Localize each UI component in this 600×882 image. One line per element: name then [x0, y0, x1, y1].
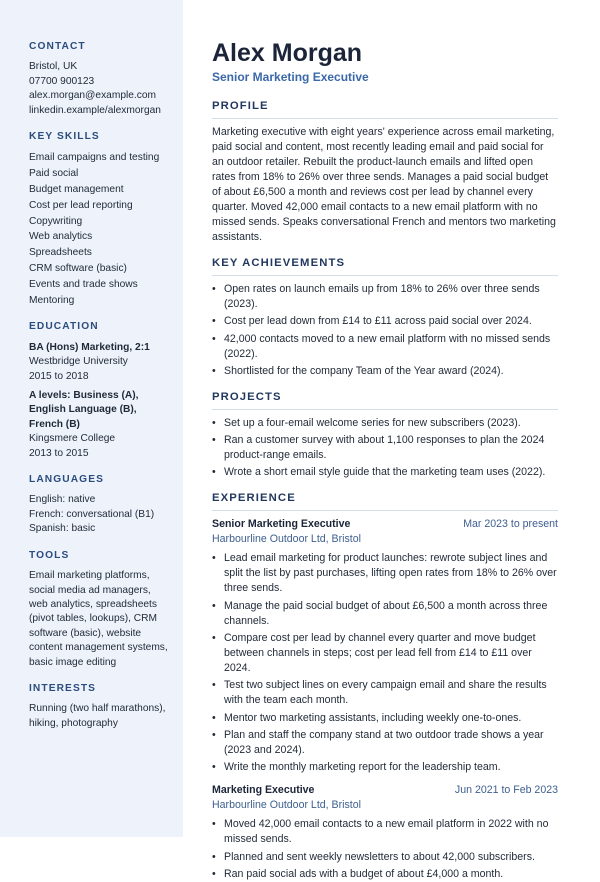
tools-line: Email marketing platforms,	[29, 570, 150, 582]
job-bullets	[212, 551, 558, 775]
language-item: French: conversational (B1)	[29, 508, 155, 520]
tools-line: web analytics, spreadsheets	[29, 598, 157, 610]
job-company: Harbourline Outdoor Ltd, Bristol	[212, 799, 361, 812]
achievement-item: • Shortlisted for the company Team of the Year award (2024).	[212, 364, 558, 379]
education-degree-line: French (B)	[29, 418, 80, 430]
job-dates: Mar 2023 to present	[463, 518, 558, 531]
experience-section	[212, 491, 558, 881]
tools-heading: TOOLS	[29, 549, 70, 561]
job-bullet: • Test two subject lines on every campaign email and share the results with the team each month.	[212, 678, 558, 708]
skill-item: Spreadsheets	[29, 247, 92, 259]
skill-item: Cost per lead reporting	[29, 199, 133, 211]
project-item: • Set up a four-email welcome series for new subscribers (2023).	[212, 416, 558, 431]
job-dates: Jun 2021 to Feb 2023	[454, 784, 558, 797]
tools-line: social media ad managers,	[29, 584, 151, 596]
education-degree-line: English Language (B),	[29, 404, 137, 416]
education-school: Westbridge University	[29, 356, 128, 368]
job-bullet: • Plan and staff the company stand at two outdoor trade shows a year (2023 and 2024).	[212, 728, 558, 758]
project-item: • Ran a customer survey with about 1,100 responses to plan the 2024 product-range emails.	[212, 433, 558, 463]
projects-heading: PROJECTS	[212, 390, 558, 410]
contact-linkedin[interactable]: linkedin.example/alexmorgan	[29, 104, 161, 116]
job-bullet: • Moved 42,000 email contacts to a new email platform in 2022 with no missed sends.	[212, 817, 558, 847]
tools-line: (pivot tables, lookups), CRM	[29, 613, 157, 625]
languages-section	[29, 473, 171, 537]
education-years: 2013 to 2015	[29, 447, 89, 459]
education-entry	[29, 341, 171, 384]
languages-heading: LANGUAGES	[29, 474, 104, 486]
contact-location: Bristol, UK	[29, 61, 78, 73]
skill-item: Budget management	[29, 184, 124, 196]
education-heading: EDUCATION	[29, 321, 99, 333]
contact-email[interactable]: alex.morgan@example.com	[29, 90, 156, 102]
interests-line: hiking, photography	[29, 717, 118, 729]
skill-item: Email campaigns and testing	[29, 152, 160, 164]
skill-item: Events and trade shows	[29, 278, 138, 290]
candidate-title: Senior Marketing Executive	[212, 70, 369, 84]
skill-item: Paid social	[29, 168, 79, 180]
profile-text: Marketing executive with eight years' experience across email marketing, paid social and content, most recently leading email and paid social for an outdoor retailer. Rebuilt the product-launch emails and lifted open rates from 18% to 26% over three sends. Manages a paid social budget of about £6,500 a month and reviews cost per lead by channel every quarter. Moved 42,000 email contacts to a new email platform with no missed sends. Speaks conversational French and mentors two marketing assistants.	[212, 126, 556, 243]
job-bullet: • Lead email marketing for product launches: rewrote subject lines and split the list by past purchases, lifting open rates from 18% to 26% over three sends.	[212, 551, 558, 596]
tools-line: content management systems,	[29, 642, 168, 654]
job-bullet: • Write the monthly marketing report for the leadership team.	[212, 760, 558, 775]
education-degree-line: A levels: Business (A),	[29, 390, 139, 402]
job-bullet: • Planned and sent weekly newsletters to about 42,000 subscribers.	[212, 850, 558, 865]
sidebar	[0, 0, 183, 837]
job-title: Marketing Executive	[212, 784, 315, 797]
profile-heading: PROFILE	[212, 99, 558, 119]
contact-heading: CONTACT	[29, 41, 86, 52]
achievement-item: • Open rates on launch emails up from 18% to 26% over three sends (2023).	[212, 282, 558, 312]
education-years: 2015 to 2018	[29, 370, 89, 382]
projects-list	[212, 416, 558, 481]
job-entry	[212, 783, 558, 882]
contact-section	[29, 40, 171, 118]
candidate-name: Alex Morgan	[212, 39, 363, 67]
skill-item: Web analytics	[29, 231, 93, 243]
interests-heading: INTERESTS	[29, 682, 97, 694]
job-company: Harbourline Outdoor Ltd, Bristol	[212, 533, 361, 546]
tools-line: basic image editing	[29, 656, 117, 668]
skill-item: CRM software (basic)	[29, 263, 127, 275]
achievements-heading: KEY ACHIEVEMENTS	[212, 256, 558, 276]
education-entry	[29, 389, 171, 461]
job-bullet: • Mentor two marketing assistants, including weekly one-to-ones.	[212, 711, 558, 726]
tools-section	[29, 549, 171, 670]
education-section	[29, 320, 171, 461]
education-school: Kingsmere College	[29, 433, 116, 445]
job-header	[212, 783, 558, 798]
language-item: English: native	[29, 494, 96, 506]
achievements-list	[212, 282, 558, 379]
interests-section	[29, 682, 171, 731]
contact-phone: 07700 900123	[29, 75, 95, 87]
projects-section	[212, 390, 558, 481]
experience-heading: EXPERIENCE	[212, 491, 558, 511]
main-content	[183, 0, 600, 880]
job-header	[212, 517, 558, 532]
job-bullets	[212, 817, 558, 882]
achievement-item: • Cost per lead down from £14 to £11 across paid social over 2024.	[212, 314, 558, 329]
job-bullet: • Compare cost per lead by channel every quarter and move budget between channels in steps; cost per lead fell from £14 to £11 over 2024.	[212, 631, 558, 676]
job-entry	[212, 517, 558, 775]
language-item: Spanish: basic	[29, 523, 96, 535]
skill-item: Copywriting	[29, 215, 83, 227]
project-item: • Wrote a short email style guide that the marketing team uses (2022).	[212, 465, 558, 480]
interests-line: Running (two half marathons),	[29, 703, 166, 715]
job-bullet: • Manage the paid social budget of about £6,500 a month across three channels.	[212, 599, 558, 629]
skills-heading: KEY SKILLS	[29, 131, 100, 143]
achievement-item: • 42,000 contacts moved to a new email platform with no missed sends (2022).	[212, 332, 558, 362]
tools-line: software (basic), website	[29, 627, 142, 639]
skill-item: Mentoring	[29, 294, 75, 306]
education-degree: BA (Hons) Marketing, 2:1	[29, 341, 150, 353]
job-title: Senior Marketing Executive	[212, 518, 351, 531]
skills-section	[29, 130, 171, 308]
job-bullet: • Ran paid social ads with a budget of about £4,000 a month.	[212, 867, 558, 882]
achievements-section	[212, 256, 558, 379]
profile-section	[212, 99, 558, 245]
